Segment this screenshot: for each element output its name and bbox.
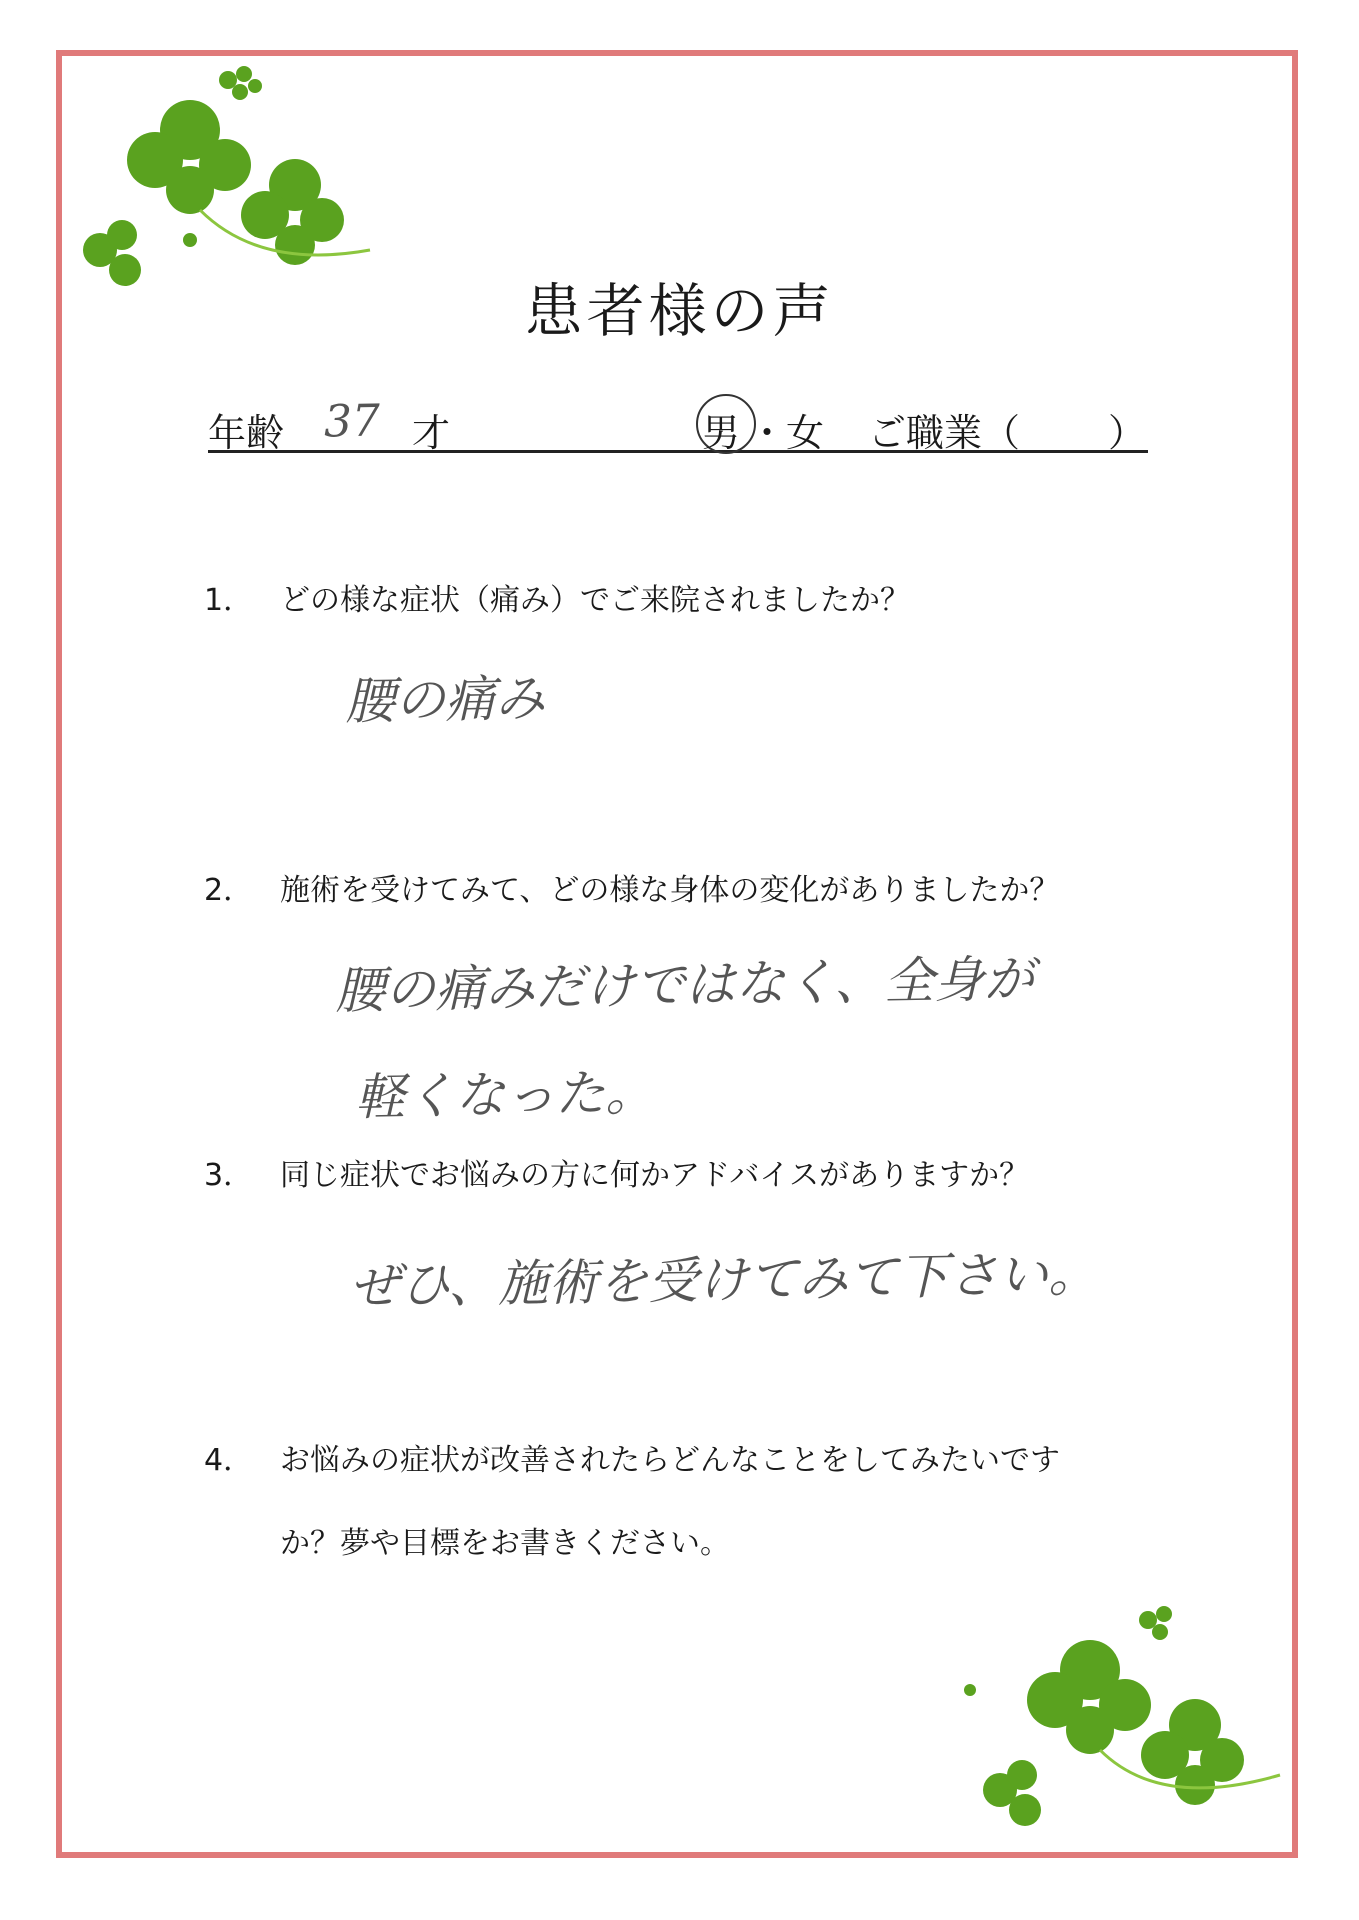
question-4 [204,1435,1060,1479]
question-number: 2． [204,873,254,908]
occupation-label: ご職業（ [868,411,1021,455]
page-title: 患者様の声 [524,276,835,345]
question-text: お悩みの症状が改善されたらどんなことをしてみたいです [280,1443,1060,1478]
age-unit: 才 [412,411,451,455]
gender-male: 男 [702,411,741,455]
question-3 [204,1150,1029,1194]
question-4-line-2: か？夢や目標をお書きください。 [280,1526,730,1561]
answer-1-line-1: 腰の痛み [344,669,546,731]
gender-female: 女 [786,411,825,455]
question-text: 施術を受けてみて、どの様な身体の変化がありましたか？ [280,873,1060,908]
question-text: どの様な症状（痛み）でご来院されましたか？ [280,583,910,618]
question-number: 4． [204,1443,254,1478]
question-number: 1． [204,583,254,618]
age-label: 年齢 [208,411,285,455]
answer-3-line-1: ぜひ、施術を受けてみて下さい。 [349,1244,1099,1316]
answer-2-line-1: 腰の痛みだけではなく、全身が [334,949,1035,1021]
age-value: 37 [323,395,381,448]
answer-2-line-2: 軽くなった。 [354,1063,656,1127]
question-number: 3． [204,1158,254,1193]
occupation-close: ） [1108,411,1147,455]
question-text: 同じ症状でお悩みの方に何かアドバイスがありますか？ [280,1158,1030,1193]
question-2 [204,865,1059,909]
gender-separator: ・ [748,411,787,455]
clover-decoration-icon [960,1600,1300,1840]
question-1 [204,575,910,619]
profile-line [208,395,1148,455]
